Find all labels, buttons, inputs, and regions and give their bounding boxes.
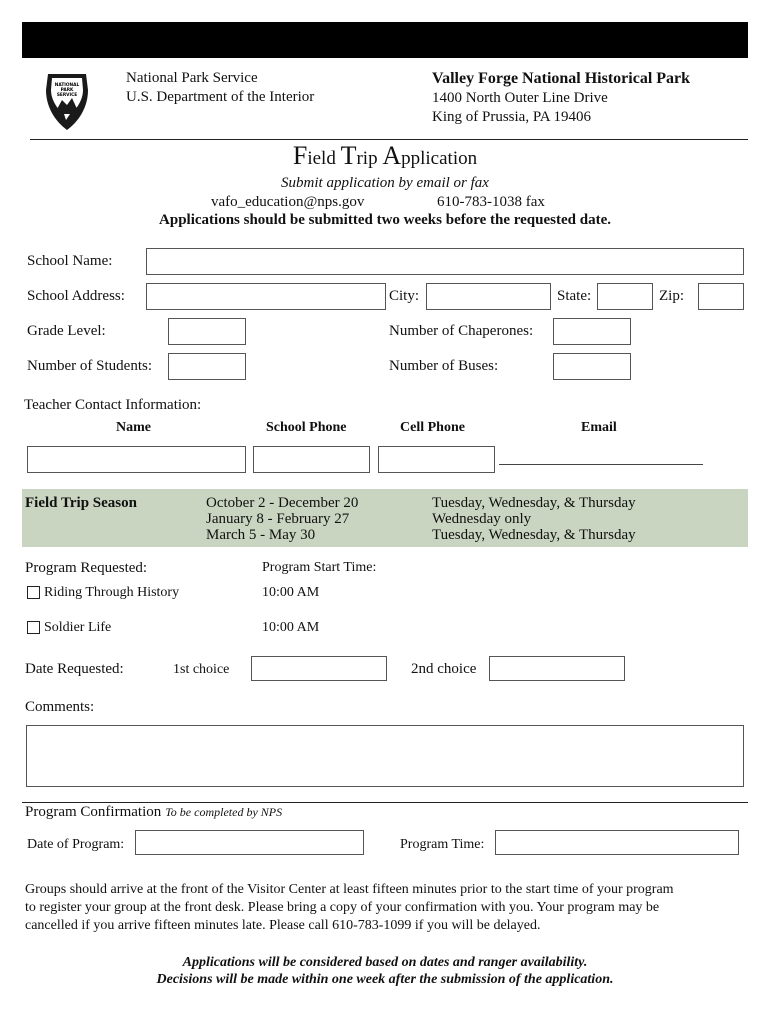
submit-email: vafo_education@nps.gov xyxy=(211,194,365,210)
confirmation-title: Program Confirmation xyxy=(25,804,162,820)
season-days-2: Wednesday only xyxy=(432,511,532,527)
season-dates-2: January 8 - February 27 xyxy=(206,511,350,527)
logo-text-2: PARK xyxy=(60,88,74,93)
park-address-1: 1400 North Outer Line Drive xyxy=(432,90,608,106)
footer-line-1: Groups should arrive at the front of the Visitor Center at least fifteen minutes prior to the start time of your program xyxy=(25,882,674,897)
park-name: Valley Forge National Historical Park xyxy=(432,70,691,87)
state-input[interactable] xyxy=(597,283,653,310)
date-of-program-label: Date of Program: xyxy=(27,837,125,852)
confirmation-heading xyxy=(25,803,282,821)
comments-label: Comments: xyxy=(25,699,95,715)
program-time-label: Program Time: xyxy=(400,837,485,852)
contact-school-phone-input[interactable] xyxy=(253,446,370,473)
date-requested-label: Date Requested: xyxy=(25,661,124,677)
contact-name-input[interactable] xyxy=(27,446,246,473)
riding-through-history-checkbox[interactable] xyxy=(27,586,40,599)
footer-line-2: to register your group at the front desk. Please bring a copy of your confirmation with you. Your program may be xyxy=(25,900,660,915)
contact-school-phone-header: School Phone xyxy=(266,420,347,435)
second-choice-input[interactable] xyxy=(489,656,625,681)
program-option-2: Soldier Life xyxy=(44,620,112,635)
dept-name: U.S. Department of the Interior xyxy=(126,89,315,105)
school-name-label: School Name: xyxy=(27,253,113,269)
program-time-1: 10:00 AM xyxy=(262,585,320,600)
header-divider xyxy=(30,139,748,140)
program-time-2: 10:00 AM xyxy=(262,620,320,635)
contact-email-header: Email xyxy=(581,420,617,435)
submit-deadline: Applications should be submitted two weeks before the requested date. xyxy=(159,212,611,228)
students-input[interactable] xyxy=(168,353,246,380)
season-days-1: Tuesday, Wednesday, & Thursday xyxy=(432,495,636,511)
grade-level-label: Grade Level: xyxy=(27,323,106,339)
second-choice-label: 2nd choice xyxy=(411,661,477,677)
contact-email-line[interactable] xyxy=(499,464,703,465)
contact-cell-phone-header: Cell Phone xyxy=(400,420,465,435)
confirmation-note: To be completed by NPS xyxy=(165,805,283,819)
season-dates-3: March 5 - May 30 xyxy=(206,527,316,543)
comments-textarea[interactable] xyxy=(26,725,744,787)
submit-instruction: Submit application by email or fax xyxy=(281,175,489,191)
date-of-program-input[interactable] xyxy=(135,830,364,855)
chaperones-input[interactable] xyxy=(553,318,631,345)
logo-text-1: NATIONAL xyxy=(54,83,80,88)
program-start-time-label: Program Start Time: xyxy=(262,560,377,575)
school-address-input[interactable] xyxy=(146,283,386,310)
footer-note-1: Applications will be considered based on dates and ranger availability. xyxy=(182,955,588,970)
city-input[interactable] xyxy=(426,283,551,310)
program-time-input[interactable] xyxy=(495,830,739,855)
footer-note-2: Decisions will be made within one week after the submission of the application. xyxy=(156,972,614,987)
buses-input[interactable] xyxy=(553,353,631,380)
school-address-label: School Address: xyxy=(27,288,125,304)
zip-label: Zip: xyxy=(659,288,684,304)
org-name: National Park Service xyxy=(126,70,258,86)
zip-input[interactable] xyxy=(698,283,744,310)
contact-name-header: Name xyxy=(116,420,151,435)
teacher-contact-label: Teacher Contact Information: xyxy=(24,397,202,413)
first-choice-label: 1st choice xyxy=(173,662,230,677)
season-dates-1: October 2 - December 20 xyxy=(206,495,359,511)
buses-label: Number of Buses: xyxy=(389,358,499,374)
season-label: Field Trip Season xyxy=(25,495,137,511)
state-label: State: xyxy=(557,288,592,304)
top-banner xyxy=(22,22,748,58)
school-name-input[interactable] xyxy=(146,248,744,275)
chaperones-label: Number of Chaperones: xyxy=(389,323,534,339)
soldier-life-checkbox[interactable] xyxy=(27,621,40,634)
season-days-3: Tuesday, Wednesday, & Thursday xyxy=(432,527,636,543)
program-option-1: Riding Through History xyxy=(44,585,180,600)
submit-fax: 610-783-1038 fax xyxy=(437,194,545,210)
grade-level-input[interactable] xyxy=(168,318,246,345)
students-label: Number of Students: xyxy=(27,358,152,374)
nps-arrowhead-logo xyxy=(42,68,92,132)
park-address-2: King of Prussia, PA 19406 xyxy=(432,109,592,125)
logo-text-3: SERVICE xyxy=(56,93,78,98)
city-label: City: xyxy=(389,288,420,304)
footer-line-3: cancelled if you arrive fifteen minutes late. Please call 610-783-1099 if you will be delayed. xyxy=(25,918,541,933)
first-choice-input[interactable] xyxy=(251,656,387,681)
program-requested-label: Program Requested: xyxy=(25,560,148,576)
page-title: Field Trip Application xyxy=(292,141,478,170)
contact-cell-phone-input[interactable] xyxy=(378,446,495,473)
